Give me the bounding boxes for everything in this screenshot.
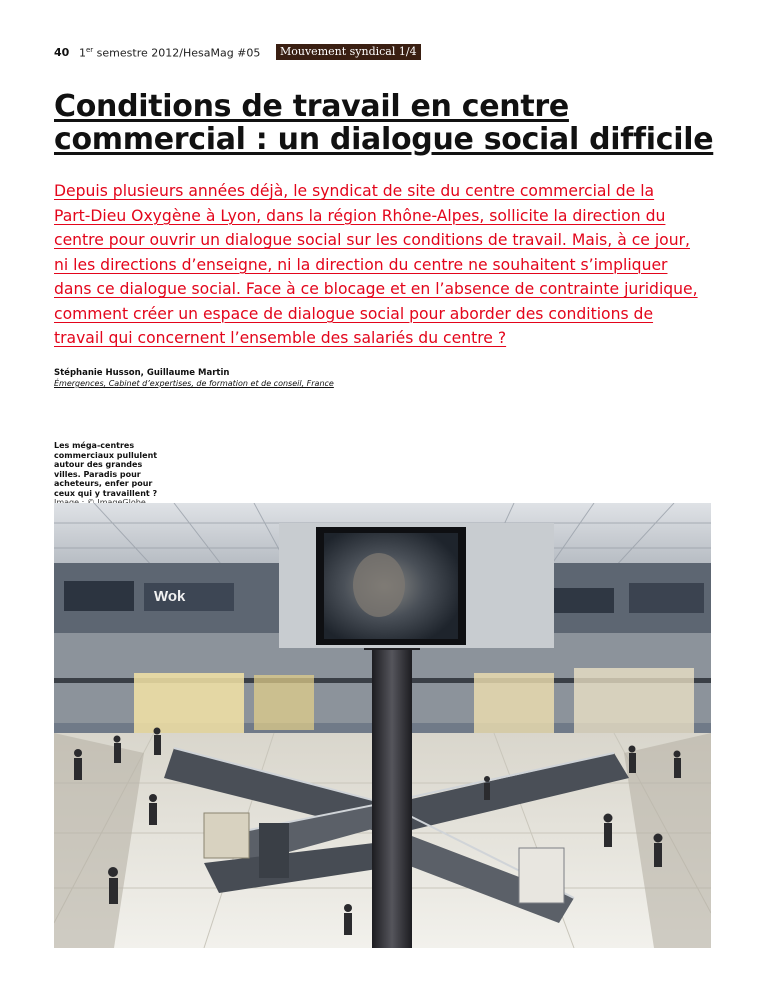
caption-line: ceux qui y travaillent ? — [54, 488, 158, 498]
mall-photo — [54, 503, 711, 948]
page-number: 40 — [54, 46, 70, 59]
caption-line: commerciaux pullulent — [54, 450, 158, 460]
kiosk — [519, 848, 564, 903]
authors: Stéphanie Husson, Guillaume Martin — [54, 368, 230, 378]
affiliation: Émergences, Cabinet d’expertises, de formation et de conseil, France — [54, 379, 334, 388]
article-lead — [54, 179, 714, 351]
lead-line: travail qui concernent l’ensemble des salariés du centre ? — [54, 329, 507, 347]
section-tag: Mouvement syndical 1/4 — [276, 44, 421, 60]
title-line: Conditions de travail en centre — [54, 89, 569, 124]
shop-window — [134, 673, 244, 733]
shop-window — [254, 675, 314, 730]
mall-illustration — [54, 503, 711, 948]
lead-line: Part-Dieu Oxygène à Lyon, dans la région Rhône-Alpes, sollicite la direction du — [54, 206, 666, 225]
lead-line: centre pour ouvrir un dialogue social sur les conditions de travail. Mais, à ce jour, — [54, 231, 690, 249]
shop-window — [474, 673, 554, 733]
issue-info — [79, 46, 260, 60]
lead-line: comment créer un espace de dialogue social pour aborder des conditions de — [54, 304, 654, 323]
shop-window — [574, 668, 694, 738]
photo-caption — [54, 441, 158, 508]
kiosk — [204, 813, 249, 858]
shop-front — [629, 583, 704, 613]
store-sign: Wok — [154, 588, 186, 605]
lead-line: dans ce dialogue social. Face à ce blocage et en l’absence de contrainte juridique, — [54, 280, 698, 298]
article-title — [54, 90, 734, 156]
screen-face — [353, 553, 405, 617]
lead-line: Depuis plusieurs années déjà, le syndicat de site du centre commercial de la — [54, 182, 655, 200]
caption-line: acheteurs, enfer pour — [54, 479, 153, 488]
title-line: commercial : un dialogue social difficile — [54, 122, 714, 157]
issue-rest: semestre 2012/HesaMag #05 — [93, 46, 261, 60]
central-column — [372, 643, 412, 948]
caption-line: Les méga-centres — [54, 441, 135, 450]
shop-front — [64, 581, 134, 611]
issue-prefix: 1 — [79, 46, 86, 60]
issue-superscript: er — [86, 46, 94, 54]
caption-line: autour des grandes — [54, 460, 143, 469]
caption-line: villes. Paradis pour — [54, 469, 141, 479]
lead-line: ni les directions d’enseigne, ni la direction du centre ne souhaitent s’impliquer — [54, 255, 668, 274]
kiosk — [259, 823, 289, 878]
